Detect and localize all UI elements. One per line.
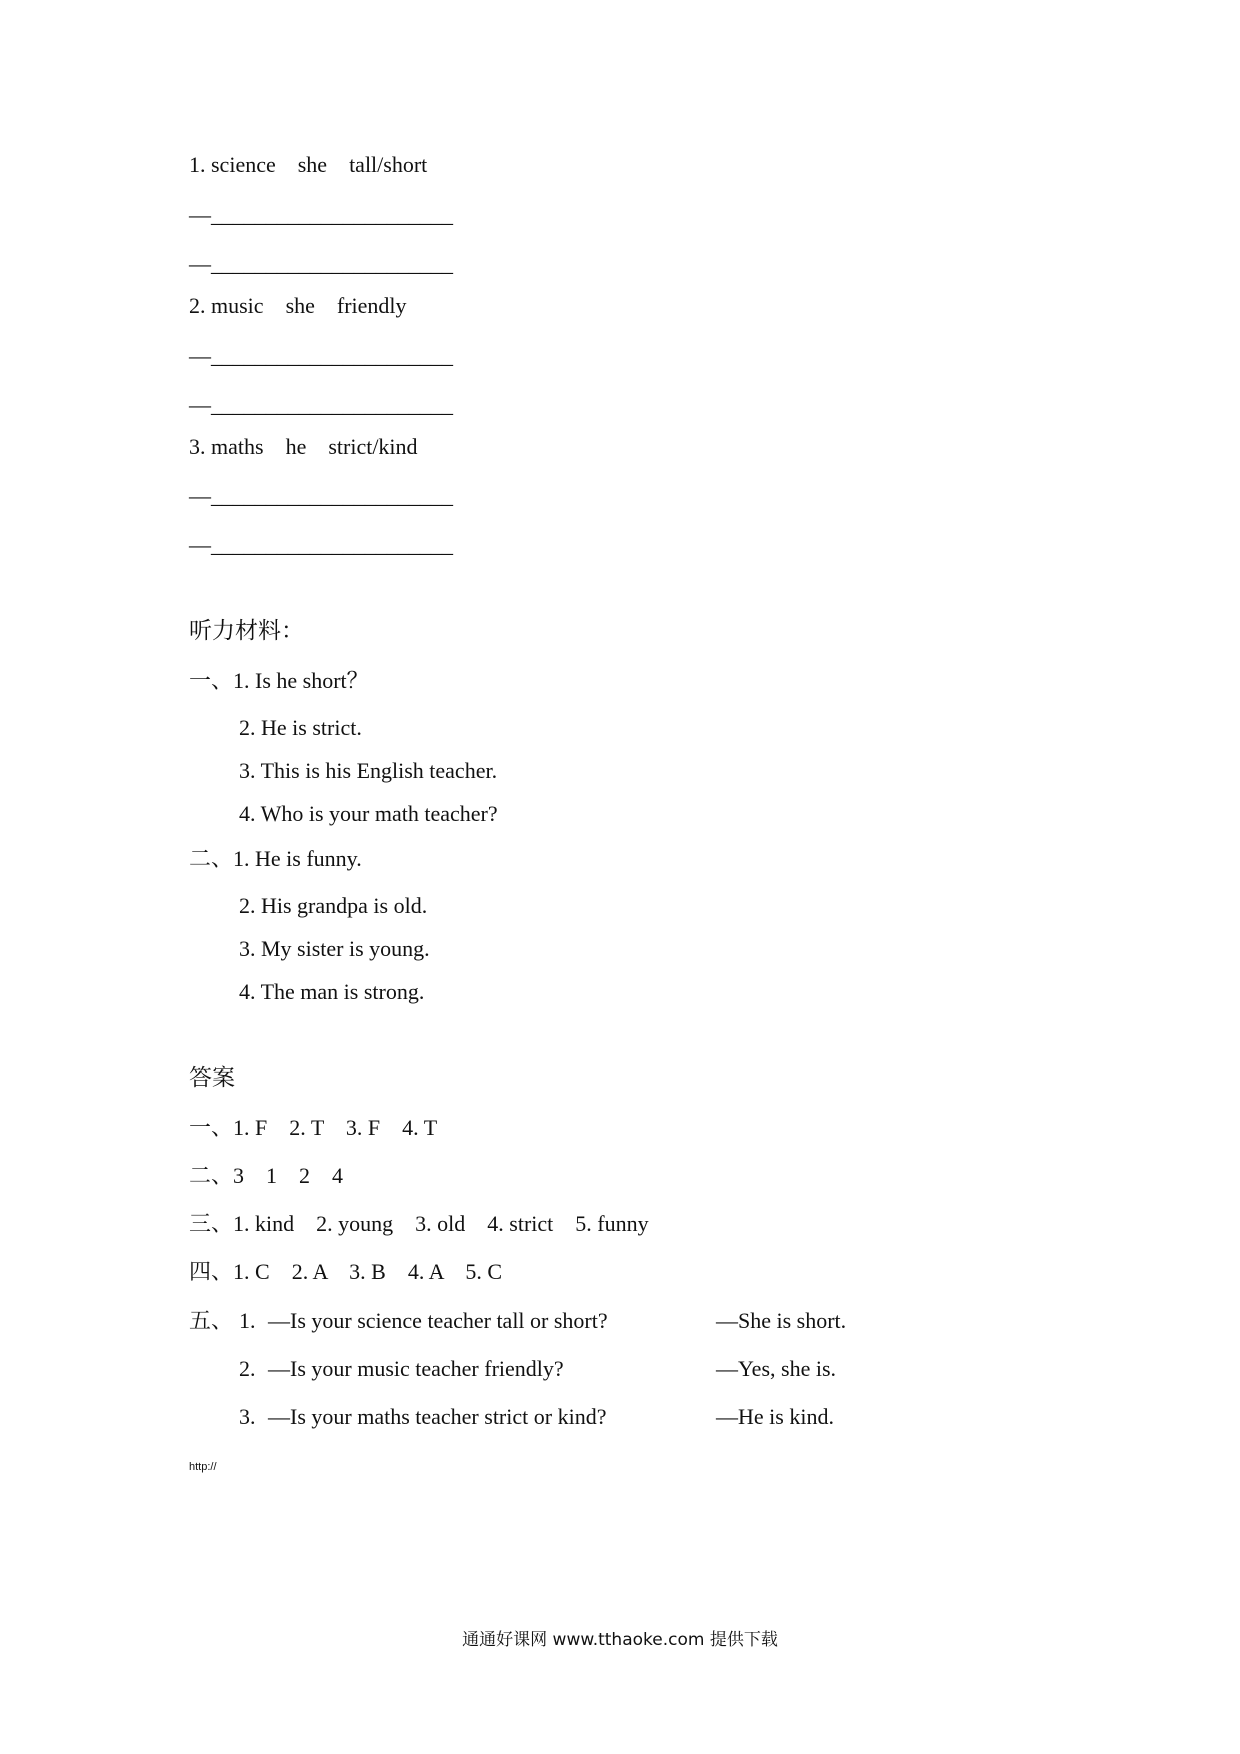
- answer-row-1: 一、1. F 2. T 3. F 4. T: [189, 1115, 438, 1140]
- answer-blank[interactable]: —______________________: [189, 202, 453, 227]
- prompt-1: 1. science she tall/short: [189, 152, 428, 177]
- answers-heading: 答案: [189, 1065, 235, 1091]
- answer-row-2: 二、3 1 2 4: [189, 1163, 344, 1188]
- answer-blank[interactable]: —______________________: [189, 251, 453, 276]
- listening-section2-item: 3. My sister is young.: [239, 936, 430, 961]
- answer-blank[interactable]: —______________________: [189, 532, 453, 557]
- footer-credit: 通通好课网 www.tthaoke.com 提供下载: [462, 1630, 778, 1650]
- prompt-3: 3. maths he strict/kind: [189, 434, 418, 459]
- prompt-2: 2. music she friendly: [189, 293, 407, 318]
- answer-section5-answer: —He is kind.: [716, 1404, 834, 1429]
- listening-section1-item: 3. This is his English teacher.: [239, 758, 498, 783]
- answer-section5-num: 2.: [239, 1356, 256, 1381]
- listening-section2-item: 4. The man is strong.: [239, 979, 425, 1004]
- answer-section5-num: 3.: [239, 1404, 256, 1429]
- listening-section1-item: 4. Who is your math teacher?: [239, 801, 498, 826]
- answer-row-3: 三、1. kind 2. young 3. old 4. strict 5. funny: [189, 1211, 649, 1236]
- answer-blank[interactable]: —______________________: [189, 392, 453, 417]
- answer-section5-answer: —She is short.: [716, 1308, 847, 1333]
- listening-heading: 听力材料：: [189, 618, 304, 644]
- listening-section1-item: 2. He is strict.: [239, 715, 362, 740]
- answer-section5-question: —Is your science teacher tall or short?: [268, 1308, 608, 1333]
- listening-section1-item: 一、1. Is he short？: [189, 668, 369, 693]
- answer-row-4: 四、1. C 2. A 3. B 4. A 5. C: [189, 1259, 503, 1284]
- listening-section2-item: 2. His grandpa is old.: [239, 893, 428, 918]
- url-text[interactable]: http://: [189, 1461, 217, 1473]
- answer-blank[interactable]: —______________________: [189, 343, 453, 368]
- listening-section2-item: 二、1. He is funny.: [189, 846, 362, 871]
- answer-section5-label: 五、: [189, 1308, 234, 1333]
- answer-section5-question: —Is your music teacher friendly?: [268, 1356, 564, 1381]
- answer-section5-answer: —Yes, she is.: [716, 1356, 837, 1381]
- answer-section5-num: 1.: [239, 1308, 256, 1333]
- answer-blank[interactable]: —______________________: [189, 483, 453, 508]
- answer-section5-question: —Is your maths teacher strict or kind?: [268, 1404, 607, 1429]
